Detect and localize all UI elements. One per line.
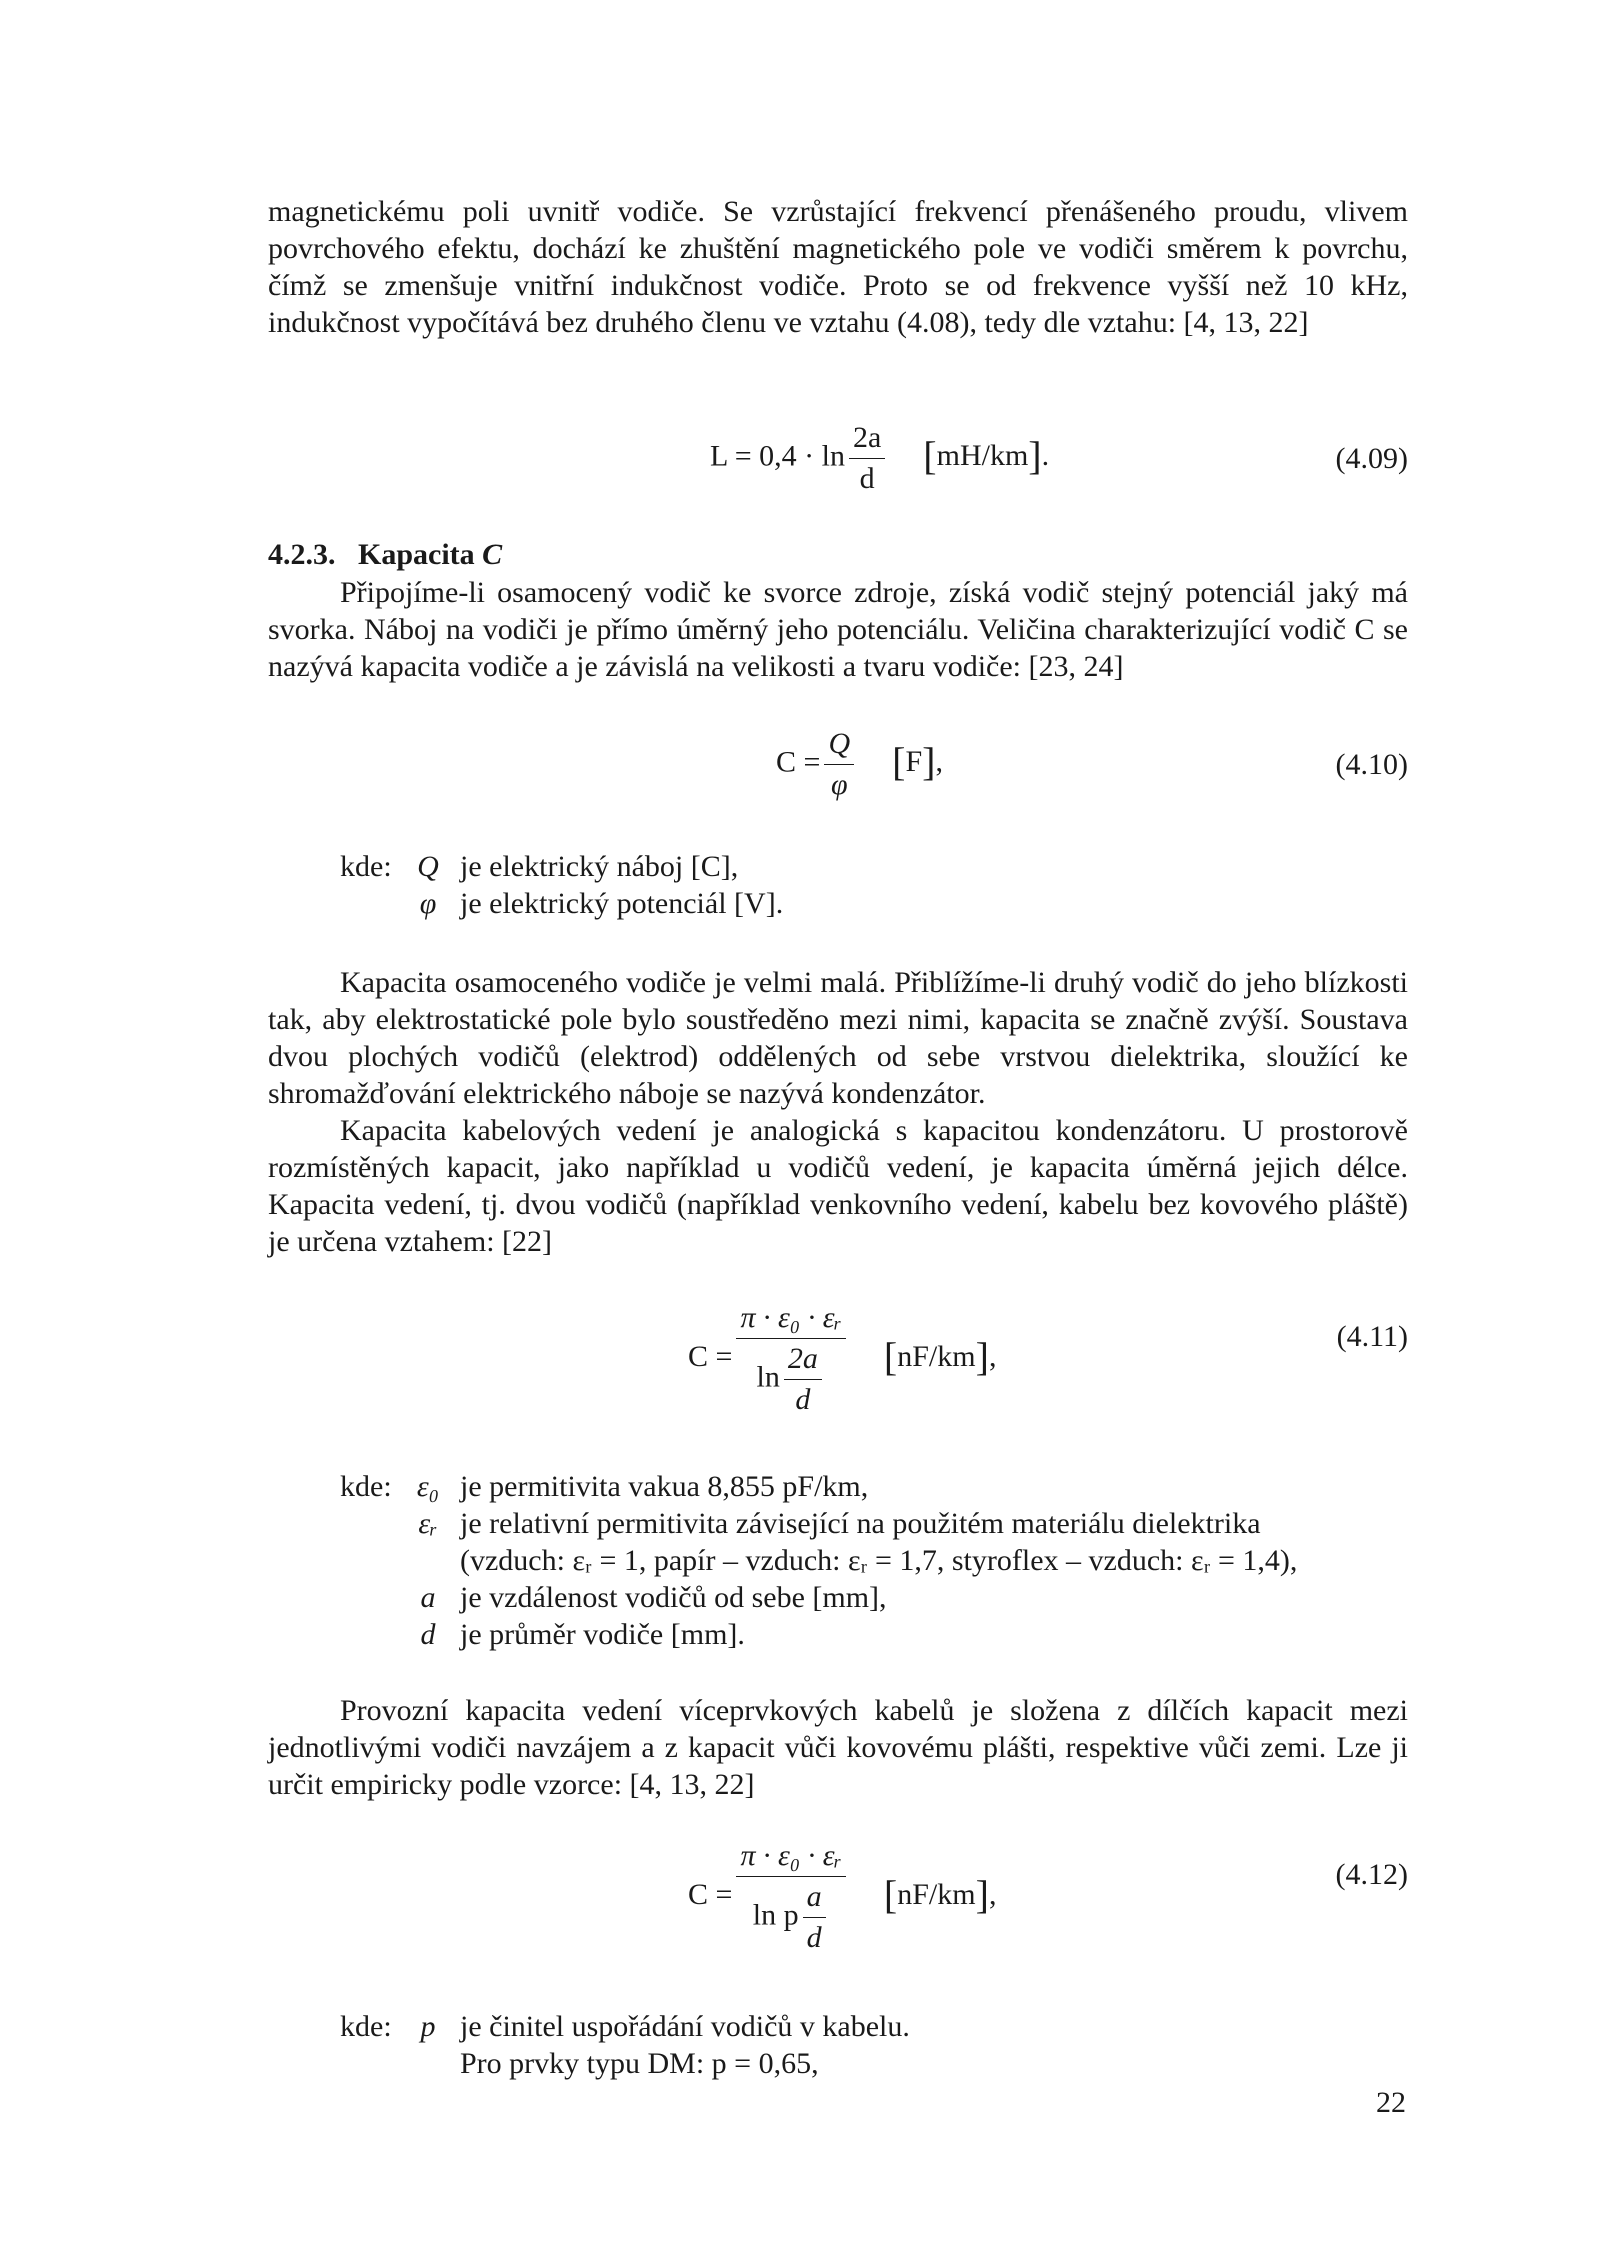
- eq411-lhs: C =: [688, 1339, 733, 1373]
- eq409-denominator: d: [859, 462, 875, 495]
- eq412-den-prefix: ln p: [752, 1898, 799, 1932]
- equation-4-10: [268, 724, 1408, 810]
- eq409-numerator: 2a: [849, 418, 885, 459]
- page-number: 22: [1376, 2086, 1406, 2119]
- equation-4-11: [268, 1298, 1408, 1428]
- equation-4-09: [268, 418, 1408, 504]
- eq410-denominator: φ: [830, 768, 848, 801]
- eq409-lhs: L = 0,4 · ln: [710, 439, 845, 473]
- eq410-number: (4.10): [1335, 748, 1408, 781]
- paragraph-osamoceny: Kapacita osamoceného vodiče je velmi malá. Přiblížíme-li druhý vodič do jeho blízkosti tak, aby elektrostatické pole bylo soustředěno mezi nimi, kapacita se značně zvýší. Soustava dvou plochých vodičů (elektrod) oddělených od sebe vrstvou dielektrika, sloužící ke shromažďování elektrického náboje se nazývá kondenzátor.: [268, 966, 1408, 1110]
- paragraph-intro: magnetickému poli uvnitř vodiče. Se vzrůstající frekvencí přenášeného proudu, vlivem povrchového efektu, dochází ke zhuštění magnetického pole ve vodiči směrem k povrchu, čímž se zmenšuje vnitřní indukčnost vodiče. Proto se od frekvence vyšší než 10 kHz, indukčnost vypočítává bez druhého členu ve vztahu (4.08), tedy dle vztahu: [4, 13, 22]: [268, 195, 1408, 339]
- eq410-fraction: [824, 724, 854, 805]
- eq409-fraction: [849, 418, 885, 499]
- eq411-den-prefix: ln: [756, 1360, 780, 1394]
- document-page: magnetickému poli uvnitř vodiče. Se vzrůstající frekvencí přenášeného proudu, vlivem povrchového efektu, dochází ke zhuštění magnetického pole ve vodiči směrem k povrchu, čímž se zmenšuje vnitřní indukčnost vodiče. Proto se od frekvence vyšší než 10 kHz, indukčnost vypočítává bez druhého členu ve vztahu (4.08), tedy dle vztahu: [4, 13, 22] L = 0,4 · ln $\frac{2a}{d}$ [mH/km]. (4.09) 4.2.3. Kapacita C Připojíme-li osamocený vodič ke svorce zdroje, získá vodič stejný potenciál jaký má svorka. Náboj na vodiči je přímo úměrný jeho potenciálu. Veličina charakterizující vodič C se nazývá kapacita vodiče a je závislá na velikosti a tvaru vodiče: [23, 24] C = $\frac{Q}{\varphi}$ [F], (4.10) kde: Q je elektrický náboj [C], φ je elektrický potenciál [V]. Kapacita osamoceného vodiče je velmi malá. Přiblížíme-li druhý vodič do jeho blízkosti tak, aby elektrostatické pole bylo soustředěno mezi nimi, kapacita se značně zvýší. Soustava dvou plochých vodičů (elektrod) oddělených od sebe vrstvou dielektrika, sloužící ke shromažďování elektrického náboje se nazývá kondenzátor. Kapacita kabelových vedení je analogická s kapacitou kondenzátoru. U prostorově rozmístěných kapacit, jako například u vodičů vedení, je kapacita úměrná jejich délce. Kapacita vedení, tj. dvou vodičů (například venkovního vedení, kabelu bez kovového pláště) je určena vztahem: [22] C = π · ε₀ · εᵣ ln $\frac{2a}{d}$ [nF/km], (4.11) kde: ε₀ je permitivita vakua 8,855 pF/km, εᵣ je relativní permitivita závisející na použitém materiálu dielektrika (vzduch: εᵣ = 1, papír – vzduch: εᵣ = 1,7, styroflex – vzduch: εᵣ = 1,4), a je vzdálenost vodičů od sebe [mm], d je průměr vodiče [mm]. Provozní kapacita vedení víceprvkových kabelů je složena z dílčích kapacit mezi jednotlivými vodiči navzájem a z kapacit vůči kovovému plášti, respektive vůči zemi. Lze ji určit empiricky podle vzorce: [4, 13, 22] C = π · ε₀ · εᵣ ln p $\frac{a}{d}$ [nF/km], (4.12) kde: p je činitel uspořádání vodičů v kabelu. Pro prvky typu DM: p = 0,65, 22: [268, 195, 1408, 2119]
- paragraph-provozni: Provozní kapacita vedení víceprvkových kabelů je složena z dílčích kapacit mezi jednotlivými vodiči navzájem a z kapacit vůči kovovému plášti, respektive vůči zemi. Lze ji určit empiricky podle vzorce: [4, 13, 22]: [268, 1694, 1408, 1801]
- equation-4-12: [268, 1836, 1408, 1966]
- eq411-numerator: π · ε₀ · εᵣ: [736, 1298, 845, 1339]
- heading-number: 4.2.3.: [268, 538, 336, 571]
- paragraph-kapacita: Připojíme-li osamocený vodič ke svorce zdroje, získá vodič stejný potenciál jaký má svorka. Náboj na vodiči je přímo úměrný jeho potenciálu. Veličina charakterizující vodič C se nazývá kapacita vodiče a je závislá na velikosti a tvaru vodiče: [23, 24]: [268, 576, 1408, 683]
- heading-symbol: C: [482, 538, 503, 571]
- eq412-lhs: C =: [688, 1877, 733, 1911]
- eq411-inner-fraction: $\frac{2a}{d}$: [784, 1339, 822, 1420]
- section-heading: [268, 536, 502, 573]
- eq412-numerator: π · ε₀ · εᵣ: [736, 1836, 845, 1877]
- eq412-unit: [nF/km],: [883, 1871, 997, 1917]
- eq411-number: (4.11): [1336, 1320, 1408, 1353]
- eq412-inner-fraction: $\frac{a}{d}$: [803, 1877, 826, 1958]
- eq411-unit: [nF/km],: [883, 1333, 997, 1379]
- heading-title: Kapacita: [358, 538, 475, 571]
- eq410-lhs: C =: [776, 745, 821, 779]
- eq409-unit: [mH/km].: [923, 433, 1050, 479]
- eq412-fraction: [736, 1836, 845, 1958]
- paragraph-kabel: Kapacita kabelových vedení je analogická s kapacitou kondenzátoru. U prostorově rozmístěných kapacit, jako například u vodičů vedení, je kapacita úměrná jejich délce. Kapacita vedení, tj. dvou vodičů (například venkovního vedení, kabelu bez kovového pláště) je určena vztahem: [22]: [268, 1114, 1408, 1258]
- eq410-numerator: Q: [824, 724, 854, 765]
- eq409-number: (4.09): [1335, 442, 1408, 475]
- eq410-unit: [F],: [892, 739, 943, 785]
- eq412-number: (4.12): [1335, 1858, 1408, 1891]
- eq411-fraction: [736, 1298, 845, 1420]
